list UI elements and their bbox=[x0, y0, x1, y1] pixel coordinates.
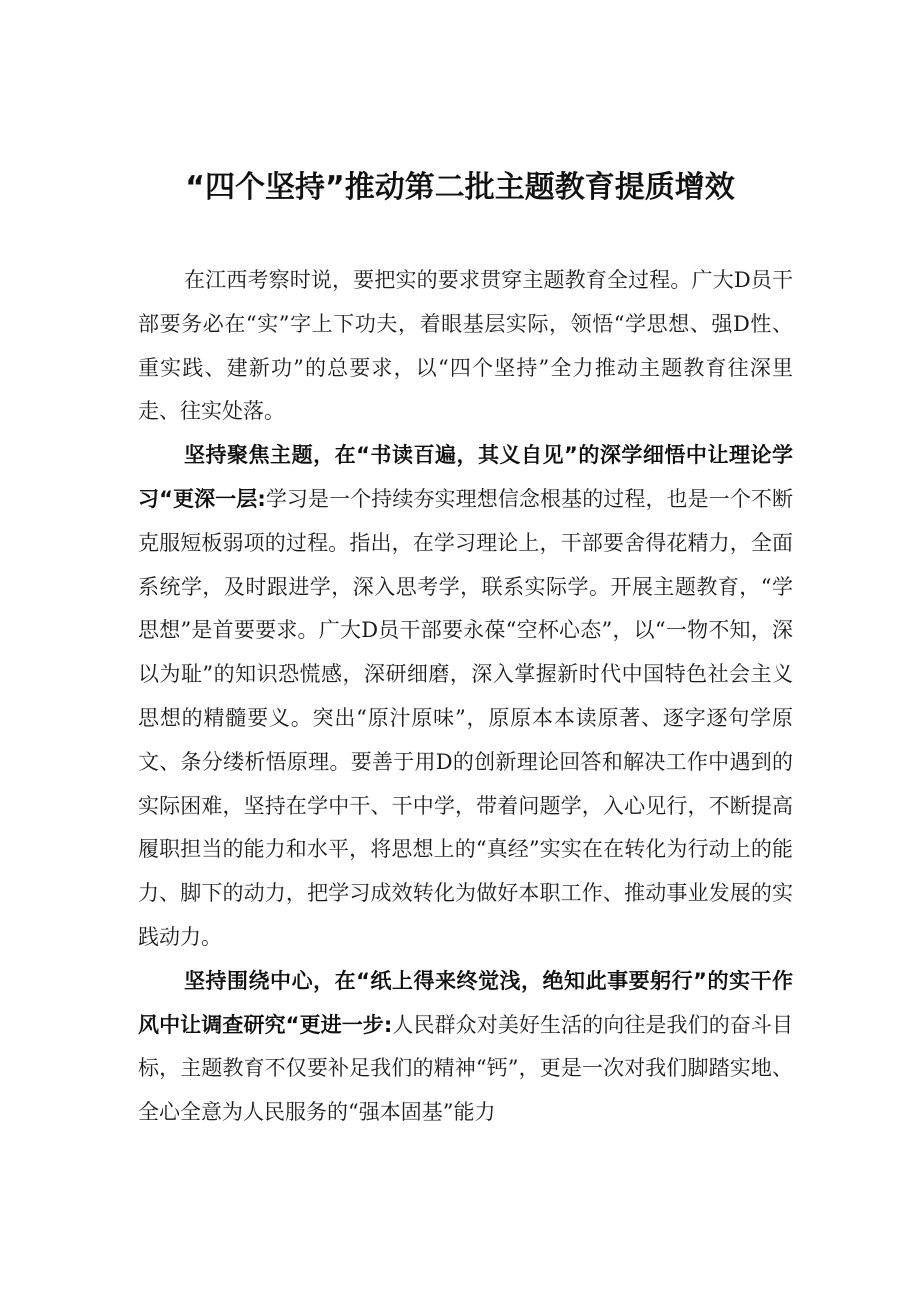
paragraph-lead: 坚持聚焦主题，在“书读百遍，其义自见”的深学细悟中让理论学习“更深一层: bbox=[138, 443, 793, 511]
paragraph-text: 学习是一个持续夯实理想信念根基的过程，也是一个不断克服短板弱项的过程。指出，在学习理论上，干部要舍得花精力，全面系统学，及时跟进学，深入思考学，联系实际学。开展主题教育，“学思想”是首要要求。广大D员干部要永葆“空杯心态”，以“一物不知，深以为耻”的知识恐慌感，深研细磨，深入掌握新时代中国特色社会主义思想的精髓要义。突出“原汁原味”，原原本本读原著、逐字逐句学原文、条分缕析悟原理。要善于用D的创新理论回答和解决工作中遇到的实际困难，坚持在学中干、干中学，带着问题学，入心见行，不断提高履职担当的能力和水平，将思想上的“真经”实实在在转化为行动上的能力、脚下的动力，把学习成效转化为做好本职工作、推动事业发展的实践动力。 bbox=[138, 486, 794, 949]
paragraph-text: 在江西考察时说，要把实的要求贯穿主题教育全过程。广大D员干部要务必在“实”字上下功夫，着眼基层实际，领悟“学思想、强D性、重实践、建新功”的总要求，以“四个坚持”全力推动主题教育往深里走、往实处落。 bbox=[138, 268, 793, 424]
paragraph-intro bbox=[138, 259, 793, 434]
paragraph-text: 人民群众对美好生活的向往是我们的奋斗目标，主题教育不仅要补足我们的精神“钙”，更是一次对我们脚踏实地、全心全意为人民服务的“强本固基”能力 bbox=[138, 1012, 793, 1125]
paragraph-lead: 坚持围绕中心，在“纸上得来终觉浅，绝知此事要躬行”的实干作风中让调查研究“更进一步: bbox=[138, 968, 793, 1037]
document-body bbox=[138, 259, 793, 1135]
paragraph-theory-study bbox=[138, 434, 793, 960]
document-title: “四个坚持”推动第二批主题教育提质增效 bbox=[185, 170, 735, 205]
paragraph-research bbox=[138, 960, 793, 1135]
